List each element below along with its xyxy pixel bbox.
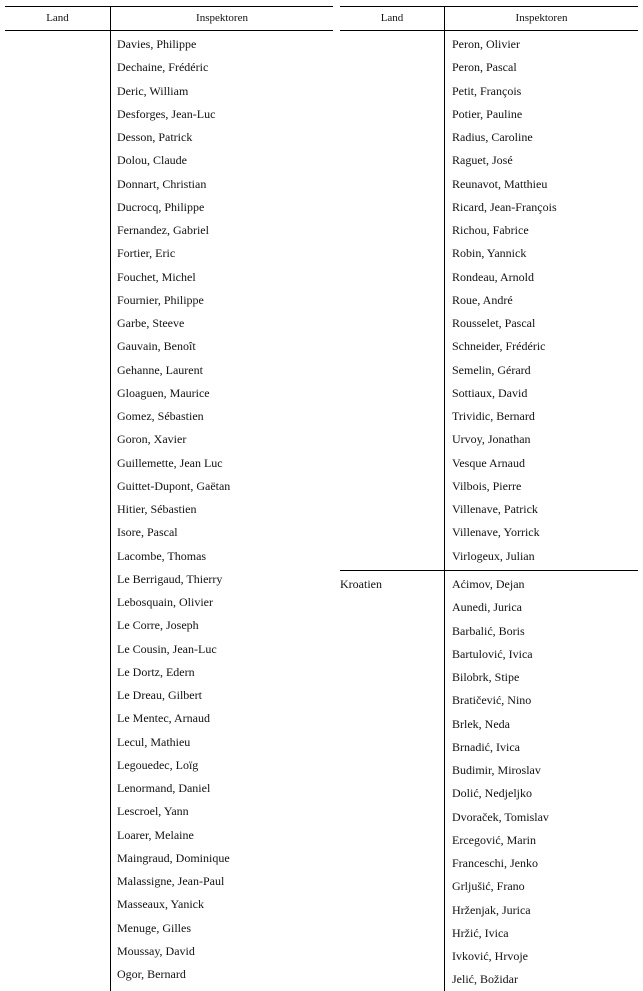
inspector-name: Le Dortz, Edern: [117, 665, 195, 679]
inspector-name: Rondeau, Arnold: [452, 270, 534, 284]
inspector-name: Desforges, Jean-Luc: [117, 107, 216, 121]
inspector-name: Dolou, Claude: [117, 153, 187, 167]
header-rule: [340, 30, 638, 31]
inspector-name: Potier, Pauline: [452, 107, 523, 121]
inspector-name: Desson, Patrick: [117, 130, 193, 144]
inspector-name: Legouedec, Loïg: [117, 758, 199, 772]
inspector-name: Fournier, Philippe: [117, 293, 204, 307]
inspector-name: Brnadić, Ivica: [452, 740, 520, 754]
inspector-name: Villenave, Patrick: [452, 502, 538, 516]
inspector-name: Budimir, Miroslav: [452, 763, 541, 777]
inspector-name: Ricard, Jean-François: [452, 200, 557, 214]
inspector-name: Reunavot, Matthieu: [452, 177, 548, 191]
inspector-name: Urvoy, Jonathan: [452, 432, 531, 446]
inspector-name: Franceschi, Jenko: [452, 856, 538, 870]
table-top-rule: [340, 6, 638, 7]
inspector-name: Richou, Fabrice: [452, 223, 529, 237]
inspector-name: Dvoraček, Tomislav: [452, 810, 549, 824]
inspector-name: Moussay, David: [117, 944, 195, 958]
inspector-name: Radius, Caroline: [452, 130, 533, 144]
inspector-name: Gomez, Sébastien: [117, 409, 204, 423]
inspector-name: Fouchet, Michel: [117, 270, 196, 284]
country-kroatien: Kroatien: [340, 577, 382, 591]
inspector-name: Menuge, Gilles: [117, 921, 191, 935]
inspector-name: Lenormand, Daniel: [117, 781, 211, 795]
inspector-name: Villenave, Yorrick: [452, 525, 540, 539]
inspector-name: Vesque Arnaud: [452, 456, 525, 470]
inspector-name: Lebosquain, Olivier: [117, 595, 213, 609]
inspector-name: Trividic, Bernard: [452, 409, 535, 423]
inspector-name: Ogor, Bernard: [117, 967, 186, 981]
inspector-name: Garbe, Steeve: [117, 316, 185, 330]
inspector-name: Aćimov, Dejan: [452, 577, 525, 591]
table-top-rule: [5, 6, 333, 7]
inspector-name: Hrženjak, Jurica: [452, 903, 531, 917]
inspector-name: Ercegović, Marin: [452, 833, 536, 847]
inspector-name: Malassigne, Jean-Paul: [117, 874, 225, 888]
inspector-name: Rousselet, Pascal: [452, 316, 536, 330]
inspector-name: Peron, Pascal: [452, 60, 517, 74]
inspector-name: Dechaine, Frédéric: [117, 60, 209, 74]
inspector-name: Virlogeux, Julian: [452, 549, 535, 563]
column-divider: [110, 6, 111, 991]
inspectors-table-right: [340, 6, 638, 991]
header-land: Land: [380, 12, 404, 24]
inspector-name: Robin, Yannick: [452, 246, 527, 260]
inspector-name: Le Mentec, Arnaud: [117, 711, 210, 725]
inspector-name: Le Berrigaud, Thierry: [117, 572, 223, 586]
inspectors-table-left: [5, 6, 333, 991]
inspector-name: Isore, Pascal: [117, 525, 178, 539]
inspector-name: Peron, Olivier: [452, 37, 520, 51]
inspector-name: Fernandez, Gabriel: [117, 223, 209, 237]
group-separator-rule: [340, 570, 638, 571]
inspector-name: Gehanne, Laurent: [117, 363, 203, 377]
inspector-name: Sottiaux, David: [452, 386, 528, 400]
inspector-name: Petit, François: [452, 84, 522, 98]
inspector-name: Brlek, Neda: [452, 717, 510, 731]
inspector-name: Goron, Xavier: [117, 432, 187, 446]
inspector-name: Le Corre, Joseph: [117, 618, 199, 632]
inspector-name: Hitier, Sébastien: [117, 502, 197, 516]
inspector-name: Schneider, Frédéric: [452, 339, 546, 353]
inspector-name: Loarer, Melaine: [117, 828, 194, 842]
inspector-name: Guittet-Dupont, Gaëtan: [117, 479, 231, 493]
inspector-name: Le Cousin, Jean-Luc: [117, 642, 217, 656]
inspector-name: Maingraud, Dominique: [117, 851, 230, 865]
inspector-name: Ducrocq, Philippe: [117, 200, 205, 214]
inspector-name: Bratičević, Nino: [452, 693, 532, 707]
inspector-name: Lescroel, Yann: [117, 804, 189, 818]
header-land: Land: [46, 12, 69, 24]
inspector-name: Davies, Philippe: [117, 37, 197, 51]
inspector-name: Masseaux, Yanick: [117, 897, 204, 911]
inspector-name: Guillemette, Jean Luc: [117, 456, 223, 470]
column-divider: [444, 6, 445, 991]
header-inspectors: Inspektoren: [515, 12, 568, 24]
inspector-name: Gloaguen, Maurice: [117, 386, 210, 400]
header-rule: [5, 30, 333, 31]
inspector-name: Gauvain, Benoît: [117, 339, 196, 353]
inspector-name: Bartulović, Ivica: [452, 647, 533, 661]
inspector-name: Semelin, Gérard: [452, 363, 531, 377]
inspector-name: Donnart, Christian: [117, 177, 207, 191]
inspector-name: Ivković, Hrvoje: [452, 949, 528, 963]
inspector-name: Grljušić, Frano: [452, 879, 525, 893]
inspector-name: Barbalić, Boris: [452, 624, 525, 638]
inspector-name: Fortier, Eric: [117, 246, 176, 260]
inspector-name: Le Dreau, Gilbert: [117, 688, 202, 702]
inspector-name: Roue, André: [452, 293, 513, 307]
inspector-name: Lacombe, Thomas: [117, 549, 207, 563]
inspector-name: Jelić, Božidar: [452, 972, 518, 986]
inspector-name: Bilobrk, Stipe: [452, 670, 520, 684]
inspector-name: Deric, William: [117, 84, 189, 98]
inspector-name: Raguet, José: [452, 153, 513, 167]
inspector-name: Aunedi, Jurica: [452, 600, 522, 614]
inspector-name: Lecul, Mathieu: [117, 735, 191, 749]
header-inspectors: Inspektoren: [196, 12, 248, 24]
inspector-name: Vilbois, Pierre: [452, 479, 522, 493]
inspector-name: Dolić, Nedjeljko: [452, 786, 532, 800]
inspector-name: Hržić, Ivica: [452, 926, 509, 940]
